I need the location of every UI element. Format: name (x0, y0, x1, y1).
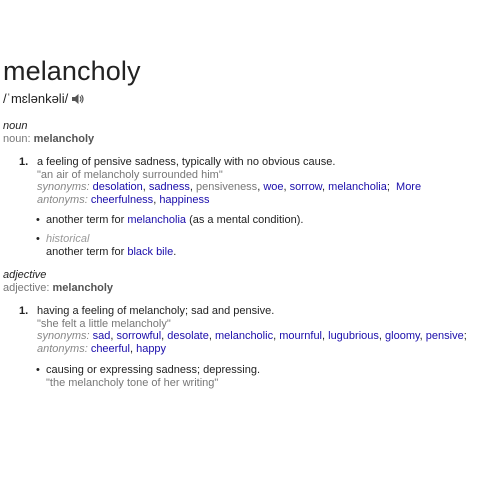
register-label: historical (46, 233, 90, 245)
headword: melancholy (3, 56, 141, 86)
antonym-link[interactable]: cheerful (90, 342, 130, 355)
cross-reference-link[interactable]: melancholia (127, 214, 187, 226)
more-link[interactable]: More (396, 181, 422, 193)
sense-number: 1. (19, 305, 29, 317)
pos-note: noun: melancholy (3, 133, 95, 145)
example: "an air of melancholy surrounded him" (37, 168, 223, 181)
synonym-plain: pensiveness (196, 181, 258, 193)
synonym-link[interactable]: desolate (167, 330, 209, 342)
synonym-link[interactable]: mournful (279, 330, 322, 342)
antonym-link[interactable]: cheerfulness (90, 193, 154, 206)
synonym-link[interactable]: melancholic (214, 330, 274, 342)
synonyms-row: synonyms: sad, sorrowful, desolate, melancholic, mournful, lugubrious, gloomy, pensive; (37, 330, 467, 342)
pos-label: adjective (3, 269, 47, 281)
synonym-link[interactable]: pensive (425, 330, 464, 342)
example: "she felt a little melancholy" (37, 317, 171, 330)
definition: having a feeling of melancholy; sad and pensive. (37, 305, 275, 317)
synonym-link[interactable]: melancholia (328, 181, 387, 193)
noun-header (3, 120, 94, 146)
bullet: • (36, 214, 40, 226)
synonym-link[interactable]: sorrowful (116, 330, 162, 342)
speaker-icon[interactable] (71, 93, 85, 105)
synonym-link[interactable]: gloomy (385, 330, 420, 342)
adjective-header (3, 269, 113, 295)
pronunciation-row (3, 91, 85, 106)
bullet: • (36, 364, 40, 376)
antonyms-row: antonyms: cheerful, happy (37, 342, 167, 355)
antonym-link[interactable]: happiness (159, 193, 210, 206)
synonym-link[interactable]: sad (92, 330, 111, 342)
example: "the melancholy tone of her writing" (46, 376, 219, 389)
subsense-definition: causing or expressing sadness; depressing. (46, 364, 261, 376)
definition: a feeling of pensive sadness, typically with no obvious cause. (37, 156, 336, 168)
synonym-link[interactable]: lugubrious (328, 330, 379, 342)
synonym-link[interactable]: desolation (92, 181, 143, 193)
pos-label: noun (3, 120, 28, 132)
antonyms-row: antonyms: cheerfulness, happiness (37, 193, 210, 206)
sense-number: 1. (19, 156, 29, 168)
synonym-link[interactable]: sadness (148, 181, 190, 193)
pos-note: adjective: melancholy (3, 282, 114, 294)
cross-reference-link[interactable]: black bile (127, 245, 174, 258)
pronunciation: /ˈmɛlənkəli/ (3, 91, 69, 106)
antonym-link[interactable]: happy (136, 342, 167, 355)
synonym-link[interactable]: sorrow (289, 181, 323, 193)
bullet: • (36, 233, 40, 245)
synonym-link[interactable]: woe (263, 181, 284, 193)
synonyms-row: synonyms: desolation, sadness, pensiveness, woe, sorrow, melancholia; More (37, 181, 422, 193)
dictionary-card: melancholy /ˈmɛlənkəli/ noun noun: melancholy 1. a feeling of pensive sadness, typically with no obvious cause. "an air of melancholy surrounded him" synonyms: desolation, sadness, pensiveness, woe, sorrow, melancholia; More antonyms: cheerfulness, happiness • another term for melancholia (as a mental condition). • historical another term for black bile. adjective adjective: melancholy 1. having a feeling of melancholy; sad and pensive. "she felt a little melancholy" synonyms: sad, sorrowful, desolate, melancholic, mournful, lugubrious, gloomy, pensive; antonyms: cheerful, happy • causing or expressing sadness; depressing. "the melancholy tone of her writing" (3, 56, 467, 389)
